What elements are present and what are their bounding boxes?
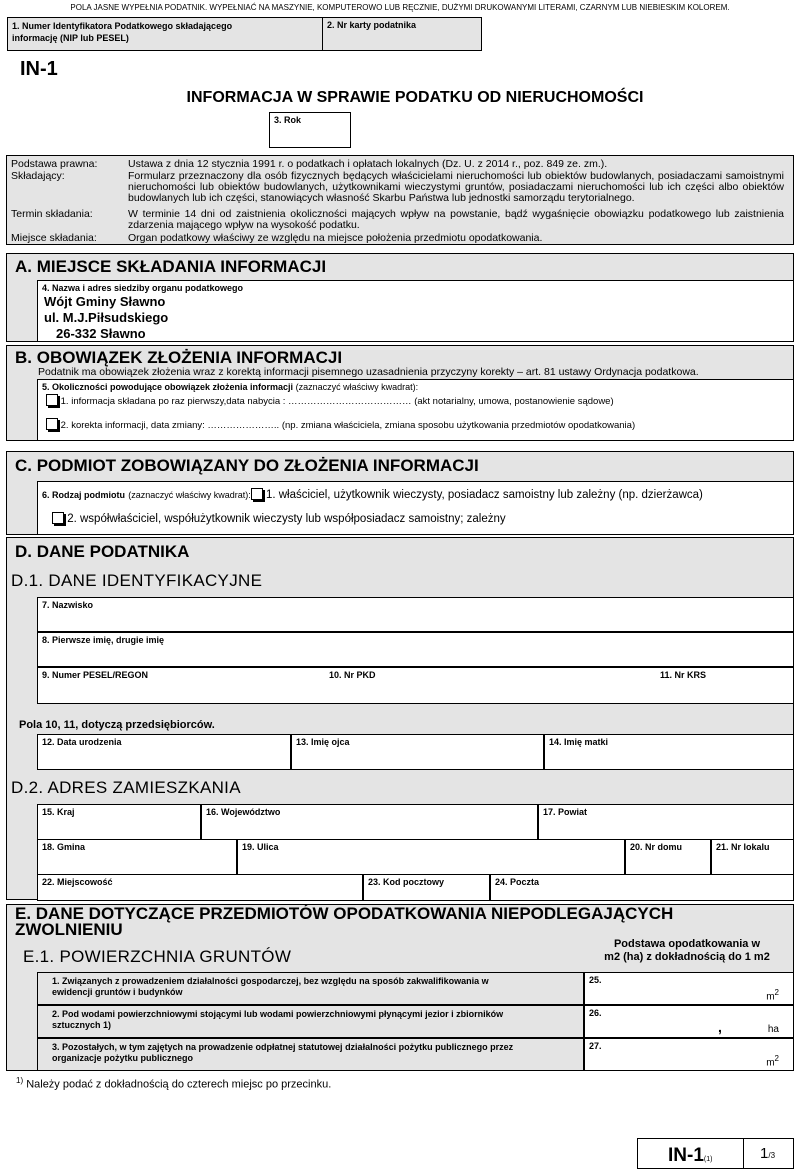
checkbox-correction[interactable] (46, 418, 58, 430)
d2-title: D.2. ADRES ZAMIESZKANIA (11, 778, 241, 797)
section-e (6, 904, 794, 1071)
place-label: Miejsce składania: (11, 232, 97, 244)
section-a-title: A. MIEJSCE SKŁADANIA INFORMACJI (15, 257, 327, 276)
footer-code-text: IN-1 (668, 1145, 704, 1166)
field-14-label: 14. Imię matki (549, 737, 609, 747)
field-21-label: 21. Nr lokalu (716, 842, 770, 852)
field-3-year[interactable] (269, 112, 351, 148)
basis-label: Podstawa prawna: (11, 158, 98, 170)
field-10-label: 10. Nr PKD (329, 670, 376, 680)
field-7-label: 7. Nazwisko (42, 600, 94, 610)
field-6-entity-type (37, 481, 794, 535)
field-26-water-land[interactable] (584, 1005, 794, 1038)
field-1-label-line2: informację (NIP lub PESEL) (12, 33, 129, 43)
field-12-birth-date[interactable] (37, 734, 291, 770)
section-c (6, 451, 794, 535)
checkbox-owner[interactable] (251, 488, 263, 500)
section-a (6, 253, 794, 342)
section-e-title (15, 906, 673, 938)
e1-row-2-label (52, 1009, 503, 1031)
field-5-label (42, 382, 418, 392)
field-13-label: 13. Imię ojca (296, 737, 350, 747)
field-27-other-land[interactable] (584, 1038, 794, 1071)
e1-row-2-desc (37, 1005, 584, 1038)
field-18-commune[interactable] (37, 839, 237, 875)
field-5-option-1 (46, 394, 614, 407)
field-25-unit: $m^2$ (766, 987, 779, 1002)
field-5-option-2 (46, 418, 635, 431)
field-6-row-1 (42, 488, 703, 501)
field-5-hint: (zaznaczyć właściwy kwadrat): (295, 382, 419, 392)
field-18-label: 18. Gmina (42, 842, 86, 852)
section-e-title-line2: ZWOLNIENIU (15, 920, 123, 939)
field-16-label: 16. Województwo (206, 807, 281, 817)
e1-row-3-label (52, 1042, 513, 1064)
field-26-comma: , (718, 1019, 722, 1035)
field-2-taxpayer-card[interactable] (322, 17, 482, 51)
e1-row-3-line2: organizacje pożytku publicznego (52, 1053, 194, 1063)
field-17-label: 17. Powiat (543, 807, 588, 817)
field-11-label: 11. Nr KRS (660, 670, 707, 680)
field-1-label (12, 20, 232, 44)
footer-page-number (743, 1138, 794, 1169)
page-number (760, 1145, 775, 1162)
filer-label: Składający: (11, 170, 65, 182)
e1-row-1-line2: ewidencji gruntów i budynków (52, 987, 183, 997)
office-name: Wójt Gminy Sławno (44, 294, 166, 309)
field-19-label: 19. Ulica (242, 842, 279, 852)
section-c-title: C. PODMIOT ZOBOWIĄZANY DO ZŁOŻENIA INFORMACJI (15, 456, 479, 475)
section-b (6, 345, 794, 441)
basis-text: Ustawa z dnia 12 stycznia 1991 r. o podatkach i opłatach lokalnych (Dz. U. z 2014 r., poz. 849 ze. zm.). (128, 158, 608, 170)
deadline-text: W terminie 14 dni od zaistnienia okoliczności mających wpływ na powstanie, bądź wygaśnięcie obowiązku podatkowego lub zaistnienia zdarzenia mającego wpływ na wysokość podatku. (128, 209, 784, 231)
form-code: IN-1 (20, 58, 58, 80)
field-23-postal-code[interactable] (363, 874, 490, 901)
field-14-mother-name[interactable] (544, 734, 794, 770)
checkbox-first-filing[interactable] (46, 394, 58, 406)
field-21-apartment-number[interactable] (711, 839, 794, 875)
field-20-label: 20. Nr domu (630, 842, 683, 852)
field-15-label: 15. Kraj (42, 807, 75, 817)
e1-row-2-line2: sztucznych 1) (52, 1020, 112, 1030)
field-25-business-land[interactable] (584, 972, 794, 1005)
field-27-unit: $m^2$ (766, 1053, 779, 1068)
col-header-line2: m2 (ha) z dokładnością do 1 m2 (604, 951, 770, 963)
deadline-label: Termin składania: (11, 208, 93, 220)
e1-row-3-desc (37, 1038, 584, 1071)
field-27-label: 27. (589, 1041, 602, 1051)
field-12-label: 12. Data urodzenia (42, 737, 122, 747)
field-25-label: 25. (589, 975, 602, 985)
footnote (16, 1076, 331, 1091)
field-26-label: 26. (589, 1008, 602, 1018)
footnote-mark: 1) (16, 1076, 24, 1085)
field-16-voivodeship[interactable] (201, 804, 538, 840)
legal-info-block (6, 155, 794, 245)
filer-text: Formularz przeznaczony dla osób fizycznych będących właścicielami nieruchomości lub obiektów budowlanych, posiadaczami samoistnymi nieruchomości lub obiektów budowlanych, użytkownikami wieczystymi gruntów, posiadaczami nieruchomości lub ich części albo obiektów budowlanych lub ich części, stanowiących własność Skarbu Państwa lub jednostki samorządu terytorialnego. (128, 170, 784, 204)
checkbox-co-owner[interactable] (52, 512, 64, 524)
footnote-text: Należy podać z dokładnością do czterech miejsc po przecinku. (26, 1078, 332, 1091)
e1-title: E.1. POWIERZCHNIA GRUNTÓW (23, 947, 292, 966)
field-15-country[interactable] (37, 804, 201, 840)
field-9-pesel-regon[interactable] (37, 667, 794, 704)
place-text: Organ podatkowy właściwy ze względu na miejsce położenia przedmiotu opodatkowania. (128, 232, 543, 244)
section-d (6, 537, 794, 900)
e1-row-2-line1: 2. Pod wodami powierzchniowymi stojącymi lub wodami powierzchniowymi płynącymi jezior i zbiorników (52, 1009, 504, 1019)
field-24-label: 24. Poczta (495, 877, 540, 887)
field-6-row-2 (52, 512, 506, 525)
col-header-line1: Podstawa opodatkowania w (613, 938, 761, 950)
field-22-city[interactable] (37, 874, 363, 901)
field-2-label: 2. Nr karty podatnika (327, 20, 417, 30)
e1-row-1-label (52, 976, 489, 998)
entity-option-2-label: 2. współwłaściciel, współużytkownik wieczysty lub współposiadacz samoistny; zależny (67, 513, 506, 525)
field-8-label: 8. Pierwsze imię, drugie imię (42, 635, 165, 645)
field-5-label-text: 5. Okoliczności powodujące obowiązek złożenia informacji (42, 382, 294, 392)
e1-column-header (584, 938, 790, 964)
option-1-label: 1. informacja składana po raz pierwszy,data nabycia : ………………………………… (akt notarialny, umowa, postanowienie sądowe) (60, 396, 614, 407)
form-title: INFORMACJA W SPRAWIE PODATKU OD NIERUCHOMOŚCI (186, 89, 644, 106)
entity-option-1-label: 1. właściciel, użytkownik wieczysty, posiadacz samoistny lub zależny (np. dzierżawca) (265, 489, 703, 501)
footer-code (668, 1145, 712, 1167)
field-4-tax-office (37, 280, 794, 342)
footer-code-sub: (1) (703, 1156, 713, 1163)
section-b-title: B. OBOWIĄZEK ZŁOŻENIA INFORMACJI (15, 348, 343, 367)
e1-row-1-desc (37, 972, 584, 1005)
section-b-note: Podatnik ma obowiązek złożenia wraz z korektą informacji pisemnego uzasadnienia przyczyny korekty – art. 81 ustawy Ordynacja podatkowa. (38, 366, 699, 378)
field-23-label: 23. Kod pocztowy (368, 877, 445, 887)
field-6-label: 6. Rodzaj podmiotu (42, 490, 125, 500)
field-9-label: 9. Numer PESEL/REGON (42, 670, 149, 680)
field-17-county[interactable] (538, 804, 794, 840)
d1-title: D.1. DANE IDENTYFIKACYJNE (11, 571, 263, 590)
field-26-unit: ha (767, 1024, 779, 1035)
field-24-post-office[interactable] (490, 874, 794, 901)
field-20-house-number[interactable] (625, 839, 711, 875)
field-3-label: 3. Rok (274, 115, 302, 125)
page-total: /3 (768, 1151, 776, 1160)
e1-row-3-line1: 3. Pozostałych, w tym zajętych na prowadzenie odpłatnej statutowej działalności pożytku publicznego przez (52, 1042, 514, 1052)
field-8-first-names[interactable] (37, 632, 794, 667)
field-6-hint: (zaznaczyć właściwy kwadrat): (128, 490, 251, 500)
header-note: POLA JASNE WYPEŁNIA PODATNIK. WYPEŁNIAĆ NA MASZYNIE, KOMPUTEROWO LUB RĘCZNIE, DUŻYMI DRUKOWANYMI LITERAMI, CZARNYM LUB NIEBIESKIM KOLOREM. (70, 3, 730, 12)
section-d-title: D. DANE PODATNIKA (15, 542, 190, 561)
field-5-circumstances (37, 379, 794, 441)
e1-row-1-line1: 1. Związanych z prowadzeniem działalności gospodarczej, bez względu na sposób zakwalifikowania w (52, 976, 489, 986)
field-1-nip-pesel[interactable] (7, 17, 323, 51)
field-1-label-line1: 1. Numer Identyfikatora Podatkowego składającego (12, 21, 233, 31)
field-22-label: 22. Miejscowość (42, 877, 113, 887)
field-4-label: 4. Nazwa i adres siedziby organu podatkowego (42, 283, 244, 293)
section-e-title-line1: E. DANE DOTYCZĄCE PRZEDMIOTÓW OPODATKOWANIA NIEPODLEGAJĄCYCH (15, 904, 674, 923)
office-city: 26-332 Sławno (56, 326, 146, 341)
page-current: 1 (760, 1145, 769, 1162)
field-19-street[interactable] (237, 839, 625, 875)
business-note: Pola 10, 11, dotyczą przedsiębiorców. (19, 719, 215, 731)
field-13-father-name[interactable] (291, 734, 544, 770)
field-7-surname[interactable] (37, 597, 794, 632)
option-2-label: 2. korekta informacji, data zmiany: ………………….. (np. zmiana właściciela, zmiana sposobu użytkowania przedmiotów opodatkowania) (60, 420, 636, 431)
office-street: ul. M.J.Piłsudskiego (44, 310, 169, 325)
footer-form-code (637, 1138, 744, 1169)
